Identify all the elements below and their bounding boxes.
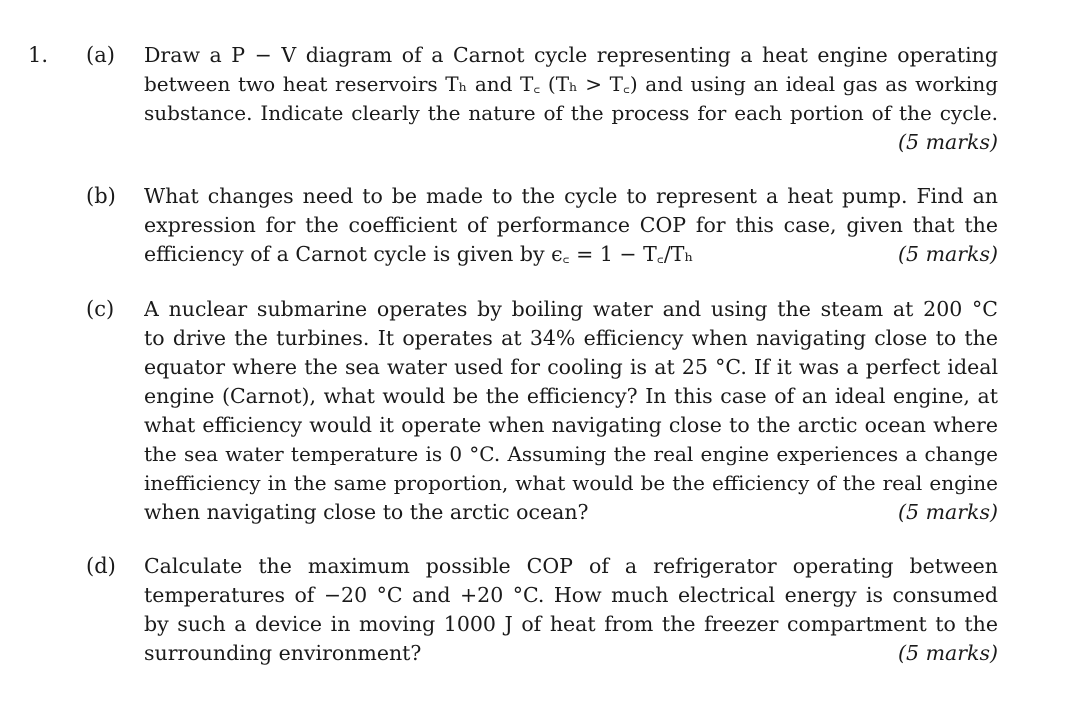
part-b-label: (b) [86,184,116,208]
part-b-line-3: efficiency of a Carnot cycle is given by ϵ꜀ = 1 − T꜀/Tₕ [144,242,694,266]
part-c-marks: (5 marks) [898,500,998,524]
part-a-label: (a) [86,43,115,67]
part-a-line-2: between two heat reservoirs Tₕ and T꜀ (Tₕ > T꜀) and using an ideal gas as working [144,72,998,96]
part-b-line-2: expression for the coefficient of performance COP for this case, given that the [144,213,998,237]
part-d-marks: (5 marks) [898,641,998,665]
part-b-text [144,182,998,269]
part-d-line-2: temperatures of −20 °C and +20 °C. How much electrical energy is consumed [144,583,998,607]
part-c-label: (c) [86,297,115,321]
part-d-label: (d) [86,554,116,578]
part-d-line-4: surrounding environment? [144,641,422,665]
part-c-line-2: to drive the turbines. It operates at 34% efficiency when navigating close to the [144,326,998,350]
part-c-line-4: engine (Carnot), what would be the efficiency? In this case of an ideal engine, at [144,384,998,408]
part-c-line-1: A nuclear submarine operates by boiling water and using the steam at 200 °C [144,297,998,321]
part-c-last-line [144,498,998,527]
part-c-line-7: inefficiency in the same proportion, what would be the efficiency of the real engine [144,471,998,495]
part-a-line-3: substance. Indicate clearly the nature of the process for each portion of the cycle. [144,101,998,125]
part-d-line-3: by such a device in moving 1000 J of heat from the freezer compartment to the [144,612,998,636]
part-d-line-1: Calculate the maximum possible COP of a refrigerator operating between [144,554,998,578]
part-b-last-line [144,240,998,269]
part-c-line-8: when navigating close to the arctic ocean? [144,500,589,524]
part-a-line-1: Draw a P − V diagram of a Carnot cycle representing a heat engine operating [144,43,998,67]
part-a-text [144,41,998,157]
part-b-marks: (5 marks) [898,242,998,266]
part-c-line-5: what efficiency would it operate when navigating close to the arctic ocean where [144,413,998,437]
part-c-text [144,295,998,527]
part-a-marks: (5 marks) [898,130,998,154]
part-b-line-1: What changes need to be made to the cycle to represent a heat pump. Find an [144,184,998,208]
part-d-text [144,552,998,668]
part-c-line-6: the sea water temperature is 0 °C. Assuming the real engine experiences a change [144,442,998,466]
part-c-line-3: equator where the sea water used for cooling is at 25 °C. If it was a perfect ideal [144,355,998,379]
part-d-last-line [144,639,998,668]
question-number: 1. [28,43,49,67]
